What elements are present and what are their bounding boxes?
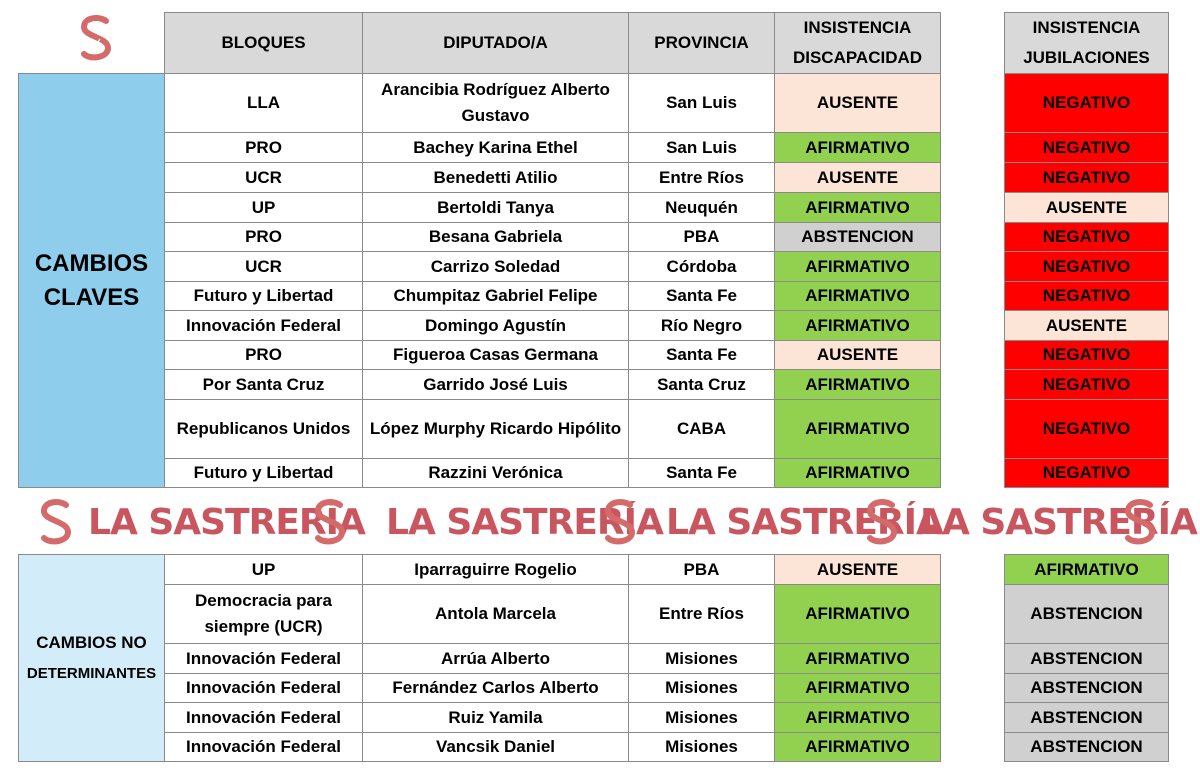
spacer <box>941 644 1005 674</box>
diputado-cell: Bertoldi Tanya <box>363 193 629 223</box>
sastreria-logo-icon <box>862 499 902 545</box>
sastreria-logo-icon <box>310 499 350 545</box>
votes-table-key-changes <box>18 12 1169 488</box>
diputado-cell: Bachey Karina Ethel <box>363 133 629 163</box>
table-row <box>19 674 1169 703</box>
provincia-cell: San Luis <box>629 133 775 163</box>
bloque-cell: Democracia para siempre (UCR) <box>165 585 363 644</box>
watermark-text: LA SASTRERÍA <box>88 501 365 543</box>
spacer <box>941 163 1005 193</box>
vote-jubilaciones: ABSTENCION <box>1005 674 1169 703</box>
diputado-cell: Garrido José Luis <box>363 370 629 400</box>
spacer <box>941 252 1005 282</box>
bloque-cell: Innovación Federal <box>165 703 363 733</box>
bloque-cell: PRO <box>165 133 363 163</box>
provincia-cell: Santa Cruz <box>629 370 775 400</box>
diputado-cell: Arancibia Rodríguez Alberto Gustavo <box>363 74 629 133</box>
table-row <box>19 400 1169 459</box>
table-row <box>19 644 1169 674</box>
vote-jubilaciones: NEGATIVO <box>1005 74 1169 133</box>
vote-discapacidad: AFIRMATIVO <box>775 644 941 674</box>
bloque-cell: PRO <box>165 223 363 252</box>
vote-jubilaciones: ABSTENCION <box>1005 703 1169 733</box>
spacer <box>941 282 1005 311</box>
sastreria-logo-icon <box>1120 499 1160 545</box>
provincia-cell: Entre Ríos <box>629 585 775 644</box>
spacer <box>941 133 1005 163</box>
spacer <box>941 311 1005 341</box>
logo-cell <box>19 13 165 74</box>
table-row <box>19 555 1169 585</box>
spacer <box>941 733 1005 762</box>
diputado-cell: Arrúa Alberto <box>363 644 629 674</box>
sastreria-logo-icon <box>600 499 640 545</box>
vote-jubilaciones: NEGATIVO <box>1005 133 1169 163</box>
header-bloques: BLOQUES <box>165 13 363 74</box>
header-jubilaciones: INSISTENCIA JUBILACIONES <box>1005 13 1169 74</box>
watermark-text: LA SASTRERÍA <box>920 501 1197 543</box>
vote-discapacidad: AFIRMATIVO <box>775 311 941 341</box>
table-row <box>19 193 1169 223</box>
diputado-cell: López Murphy Ricardo Hipólito <box>363 400 629 459</box>
spacer <box>941 223 1005 252</box>
table-row <box>19 733 1169 762</box>
spacer <box>941 555 1005 585</box>
table-row <box>19 311 1169 341</box>
provincia-cell: PBA <box>629 555 775 585</box>
table-row <box>19 370 1169 400</box>
vote-jubilaciones: NEGATIVO <box>1005 400 1169 459</box>
provincia-cell: Santa Fe <box>629 459 775 488</box>
diputado-cell: Besana Gabriela <box>363 223 629 252</box>
spacer <box>941 370 1005 400</box>
bloque-cell: UP <box>165 193 363 223</box>
diputado-cell: Iparraguirre Rogelio <box>363 555 629 585</box>
vote-discapacidad: AUSENTE <box>775 163 941 193</box>
provincia-cell: Santa Fe <box>629 282 775 311</box>
vote-jubilaciones: NEGATIVO <box>1005 341 1169 370</box>
diputado-cell: Razzini Verónica <box>363 459 629 488</box>
vote-jubilaciones: ABSTENCION <box>1005 585 1169 644</box>
provincia-cell: San Luis <box>629 74 775 133</box>
vote-discapacidad: AUSENTE <box>775 74 941 133</box>
votes-table-non-determining <box>18 554 1169 762</box>
spacer <box>941 74 1005 133</box>
provincia-cell: CABA <box>629 400 775 459</box>
table-row <box>19 133 1169 163</box>
bloque-cell: Futuro y Libertad <box>165 282 363 311</box>
header-discapacidad: INSISTENCIA DISCAPACIDAD <box>775 13 941 74</box>
bloque-cell: Por Santa Cruz <box>165 370 363 400</box>
vote-discapacidad: AFIRMATIVO <box>775 400 941 459</box>
group-label: CAMBIOS NO DETERMINANTES <box>19 555 165 762</box>
bloque-cell: Republicanos Unidos <box>165 400 363 459</box>
vote-jubilaciones: ABSTENCION <box>1005 733 1169 762</box>
vote-discapacidad: AFIRMATIVO <box>775 674 941 703</box>
header-row <box>19 13 1169 74</box>
header-diputado: DIPUTADO/A <box>363 13 629 74</box>
vote-jubilaciones: NEGATIVO <box>1005 370 1169 400</box>
vote-jubilaciones: ABSTENCION <box>1005 644 1169 674</box>
provincia-cell: Córdoba <box>629 252 775 282</box>
table-row <box>19 341 1169 370</box>
vote-discapacidad: AFIRMATIVO <box>775 585 941 644</box>
vote-jubilaciones: NEGATIVO <box>1005 282 1169 311</box>
vote-jubilaciones: NEGATIVO <box>1005 252 1169 282</box>
vote-discapacidad: AFIRMATIVO <box>775 252 941 282</box>
spacer <box>941 674 1005 703</box>
bloque-cell: UCR <box>165 163 363 193</box>
vote-discapacidad: AFIRMATIVO <box>775 459 941 488</box>
table-row <box>19 703 1169 733</box>
provincia-cell: Misiones <box>629 703 775 733</box>
bloque-cell: Innovación Federal <box>165 674 363 703</box>
vote-jubilaciones: AUSENTE <box>1005 311 1169 341</box>
provincia-cell: Neuquén <box>629 193 775 223</box>
vote-discapacidad: AFIRMATIVO <box>775 193 941 223</box>
vote-jubilaciones: NEGATIVO <box>1005 459 1169 488</box>
provincia-cell: Río Negro <box>629 311 775 341</box>
bloque-cell: UP <box>165 555 363 585</box>
group-label: CAMBIOS CLAVES <box>19 74 165 488</box>
table-row <box>19 252 1169 282</box>
vote-discapacidad: AFIRMATIVO <box>775 733 941 762</box>
table-row <box>19 282 1169 311</box>
vote-discapacidad: AFIRMATIVO <box>775 133 941 163</box>
vote-discapacidad: AUSENTE <box>775 555 941 585</box>
table-row <box>19 459 1169 488</box>
provincia-cell: Entre Ríos <box>629 163 775 193</box>
spacer <box>941 459 1005 488</box>
bloque-cell: LLA <box>165 74 363 133</box>
provincia-cell: PBA <box>629 223 775 252</box>
vote-jubilaciones: NEGATIVO <box>1005 163 1169 193</box>
diputado-cell: Domingo Agustín <box>363 311 629 341</box>
vote-discapacidad: AFIRMATIVO <box>775 282 941 311</box>
diputado-cell: Benedetti Atilio <box>363 163 629 193</box>
provincia-cell: Misiones <box>629 674 775 703</box>
table-row <box>19 163 1169 193</box>
provincia-cell: Misiones <box>629 644 775 674</box>
vote-jubilaciones: AUSENTE <box>1005 193 1169 223</box>
vote-jubilaciones: AFIRMATIVO <box>1005 555 1169 585</box>
spacer <box>941 341 1005 370</box>
sastreria-logo-icon <box>36 499 76 545</box>
diputado-cell: Figueroa Casas Germana <box>363 341 629 370</box>
diputado-cell: Carrizo Soledad <box>363 252 629 282</box>
provincia-cell: Santa Fe <box>629 341 775 370</box>
diputado-cell: Ruiz Yamila <box>363 703 629 733</box>
vote-discapacidad: AUSENTE <box>775 341 941 370</box>
bloque-cell: Innovación Federal <box>165 311 363 341</box>
spacer <box>941 400 1005 459</box>
spacer <box>941 703 1005 733</box>
bloque-cell: Futuro y Libertad <box>165 459 363 488</box>
provincia-cell: Misiones <box>629 733 775 762</box>
header-provincia: PROVINCIA <box>629 13 775 74</box>
table-row <box>19 585 1169 644</box>
watermark-text: LA SASTRERÍA <box>386 501 663 543</box>
diputado-cell: Antola Marcela <box>363 585 629 644</box>
table-row <box>19 223 1169 252</box>
diputado-cell: Vancsik Daniel <box>363 733 629 762</box>
spacer <box>941 585 1005 644</box>
bloque-cell: UCR <box>165 252 363 282</box>
spacer <box>941 193 1005 223</box>
table-row <box>19 74 1169 133</box>
vote-jubilaciones: NEGATIVO <box>1005 223 1169 252</box>
watermark-text: LA SASTRERÍA <box>666 501 943 543</box>
bloque-cell: Innovación Federal <box>165 644 363 674</box>
vote-discapacidad: AFIRMATIVO <box>775 703 941 733</box>
bloque-cell: PRO <box>165 341 363 370</box>
vote-discapacidad: AFIRMATIVO <box>775 370 941 400</box>
diputado-cell: Chumpitaz Gabriel Felipe <box>363 282 629 311</box>
watermark-band <box>0 494 1200 550</box>
vote-discapacidad: ABSTENCION <box>775 223 941 252</box>
bloque-cell: Innovación Federal <box>165 733 363 762</box>
diputado-cell: Fernández Carlos Alberto <box>363 674 629 703</box>
